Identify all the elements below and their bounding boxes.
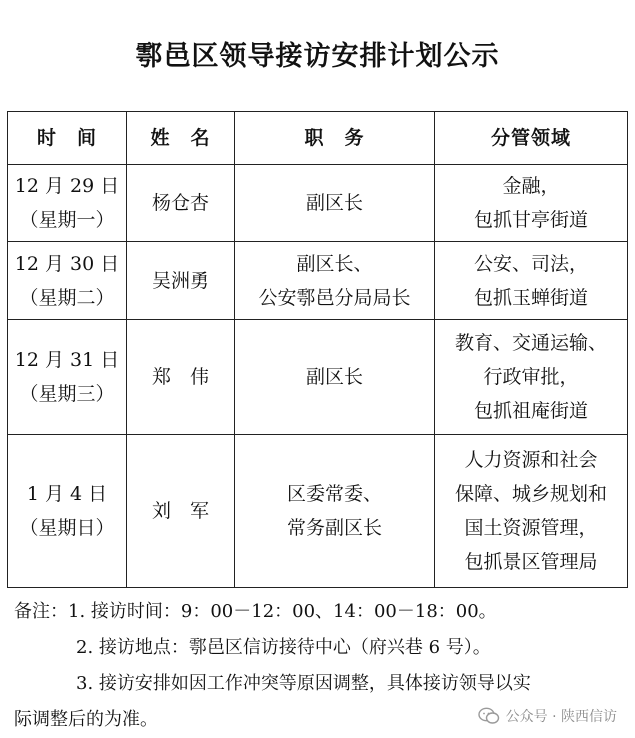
domain-line: 包抓玉蝉街道 [473,286,588,309]
cell-domain [435,320,628,435]
weekday-text: （星期二） [19,286,115,309]
cell-position [235,242,435,320]
domain-line: 行政审批， [483,366,579,388]
table-header-row [8,112,628,165]
cell-name: 吴洲勇 [127,242,235,320]
table-row [8,320,628,435]
domain-line: 包抓景区管理局 [464,551,598,573]
wechat-icon [478,707,500,725]
date-text: 12 月 30 日 [14,252,120,275]
date-text: 1 月 4 日 [26,483,108,505]
cell-domain [435,165,628,242]
domain-line: 包抓祖庵街道 [473,400,588,422]
cell-date [8,242,127,320]
weekday-text: （星期三） [19,383,115,405]
domain-line: 公安、司法， [473,252,588,275]
cell-date [8,320,127,435]
weekday-text: （星期一） [19,209,115,231]
table-row [8,435,628,588]
position-line: 区委常委、 [286,483,382,505]
weekday-text: （星期日） [19,517,115,539]
cell-name: 郑 伟 [127,320,235,435]
table-row [8,165,628,242]
note-item-1: 1. 接访时间：9：00－12：00、14：00－18：00。 [68,601,497,622]
date-text: 12 月 31 日 [14,349,120,371]
domain-line: 人力资源和社会 [464,449,598,471]
cell-position [235,435,435,588]
position-line: 副区长、 [296,252,373,275]
domain-line: 教育、交通运输、 [454,332,607,354]
table-row [8,242,628,320]
cell-position [235,165,435,242]
note-line-1 [14,594,624,630]
wechat-watermark [478,703,617,729]
watermark-text: 公众号 · 陕西信访 [505,709,617,725]
page-title: 鄠邑区领导接访安排计划公示 [135,41,500,72]
cell-name: 刘 军 [127,435,235,588]
position-line: 常务副区长 [286,517,382,539]
cell-domain [435,435,628,588]
domain-line: 金融， [502,175,560,197]
position-line: 副区长 [305,366,363,388]
note-item-3-continued: 际调整后的为准。 [14,709,158,730]
cell-position [235,320,435,435]
cell-name: 杨仓杏 [127,165,235,242]
header-position: 职 务 [235,112,435,165]
schedule-table [7,111,628,588]
note-item-2: 2. 接访地点：鄠邑区信访接待中心（府兴巷 6 号）。 [76,637,491,658]
cell-domain [435,242,628,320]
domain-line: 包抓甘亭街道 [473,209,588,231]
position-line: 副区长 [305,192,363,214]
header-time: 时 间 [8,112,127,165]
header-name: 姓 名 [127,112,235,165]
domain-line: 国土资源管理， [464,517,598,539]
date-text: 12 月 29 日 [14,175,120,197]
notes-label: 备注： [14,601,68,622]
header-domain: 分管领域 [435,112,628,165]
domain-line: 保障、城乡规划和 [454,483,607,505]
position-line: 公安鄠邑分局局长 [258,286,411,309]
cell-date [8,165,127,242]
cell-date [8,435,127,588]
note-item-3: 3. 接访安排如因工作冲突等原因调整，具体接访领导以实 [76,673,531,694]
